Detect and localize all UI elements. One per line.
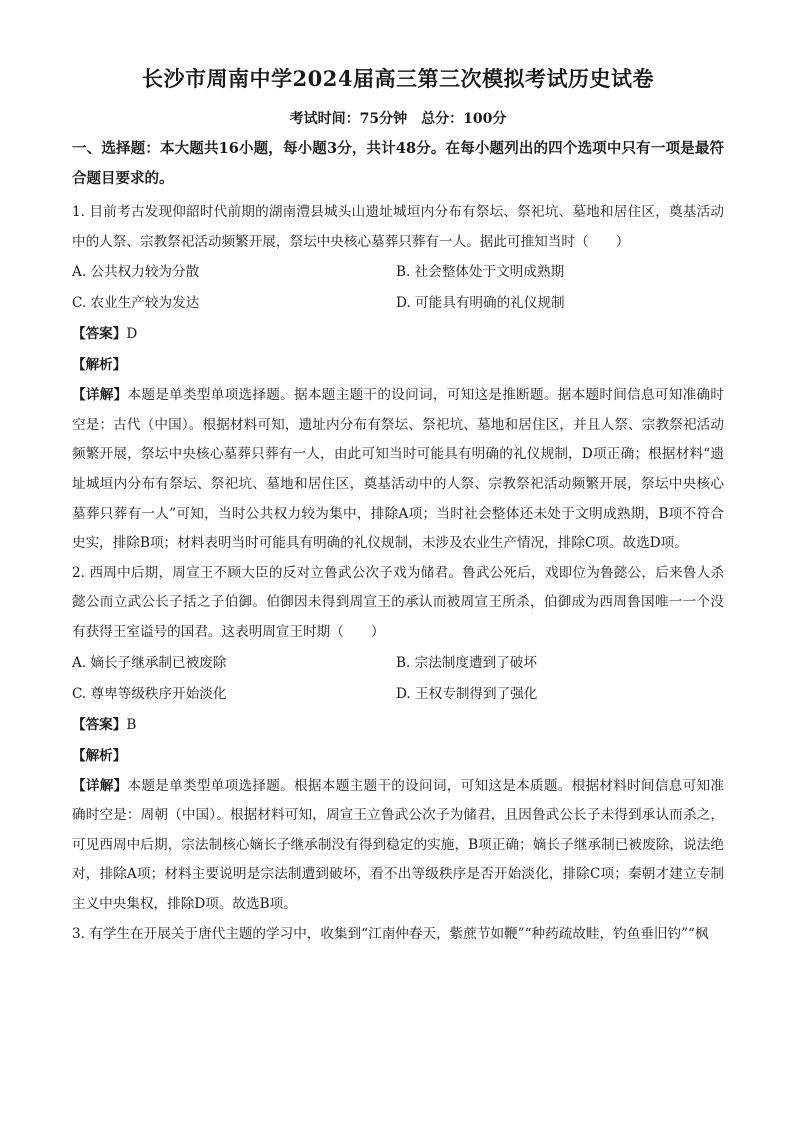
option-b: B. 宗法制度遭到了破坏 <box>396 654 537 671</box>
question-options <box>72 257 724 319</box>
question-options <box>72 648 724 710</box>
option-c: C. 尊卑等级秩序开始淡化 <box>72 685 227 702</box>
question-stem: 1. 目前考古发现仰韶时代前期的湖南澧县城头山遗址城垣内分布有祭坛、祭祀坑、墓地和居住区，奠基活动中的人祭、宗教祭祀活动频繁开展，祭坛中央核心墓葬只葬有一人。据此可推知当时（ ） <box>72 204 724 250</box>
exam-info: 考试时间：75分钟 总分：100分 <box>289 111 507 127</box>
detail-paragraph <box>72 772 724 920</box>
answer-line <box>72 710 724 741</box>
option-c: C. 农业生产较为发达 <box>72 295 200 312</box>
detail-label: 【详解】 <box>72 387 128 404</box>
detail-text: 本题是单类型单项选择题。根据本题主题干的设问词，可知这是本质题。根据材料时间信息可知准确时空是：周朝（中国）。根据材料可知，周宣王立鲁武公次子为储君，且因鲁武公长子未得到承认而杀之，可见西周中后期，宗法制核心嫡长子继承制没有得到稳定的实施，B项正确；嫡长子继承制已被废除，说法绝对，排除A项；材料主要说明是宗法制遭到破坏，看不出等级秩序是否开始淡化，排除C项；秦朝才建立专制主义中央集权，排除D项。故选B项。 <box>72 777 724 912</box>
option-a: A. 嫡长子继承制已被废除 <box>72 654 227 671</box>
answer-label: 【答案】 <box>72 716 127 733</box>
analysis-line <box>72 350 724 381</box>
analysis-line <box>72 741 724 772</box>
question-2 <box>72 559 724 920</box>
answer-label: 【答案】 <box>72 326 127 343</box>
question-1 <box>72 198 724 559</box>
option-a: A. 公共权力较为分散 <box>72 264 200 281</box>
question-stem: 3. 有学生在开展关于唐代主题的学习中，收集到“江南仲春天，紫蔗节如鞭”“种药疏故畦，钓鱼垂旧钓”“枫 <box>72 925 709 942</box>
question-stem: 2. 西周中后期，周宣王不顾大臣的反对立鲁武公次子戏为储君。鲁武公死后，戏即位为鲁懿公，后来鲁人杀懿公而立武公长子括之子伯御。伯御因未得到周宣王的承认而被周宣王所杀，伯御成为西周鲁国唯一一个没有获得王室谥号的国君。这表明周宣王时期（ ） <box>72 564 724 640</box>
option-d: D. 王权专制得到了强化 <box>396 685 538 702</box>
question-3 <box>72 920 724 950</box>
analysis-label: 【解析】 <box>72 357 127 374</box>
detail-text: 本题是单类型单项选择题。据本题主题干的设问词，可知这是推断题。据本题时间信息可知准确时空是：古代（中国）。根据材料可知，遗址内分布有祭坛、祭祀坑、墓地和居住区，并且人祭、宗教祭祀活动频繁开展，祭坛中央核心墓葬只葬有一人，由此可知当时可能具有明确的礼仪规制，D项正确；根据材料“遗址城垣内分布有祭坛、祭祀坑、墓地和居住区，奠基活动中的人祭、宗教祭祀活动频繁开展，祭坛中央核心墓葬只葬有一人”可知，当时公共权力较为集中，排除A项；当时社会整体还未处于文明成熟期，B项不符合史实，排除B项；材料表明当时可能具有明确的礼仪规制，未涉及农业生产情况，排除C项。故选D项。 <box>72 387 724 552</box>
detail-paragraph <box>72 381 724 559</box>
option-d: D. 可能具有明确的礼仪规制 <box>396 295 565 312</box>
detail-label: 【详解】 <box>72 777 128 794</box>
answer-value: D <box>126 326 138 343</box>
analysis-label: 【解析】 <box>72 747 127 764</box>
answer-value: B <box>126 716 137 733</box>
page-title: 长沙市周南中学2024届高三第三次模拟考试历史试卷 <box>142 66 654 91</box>
exam-page <box>72 64 724 949</box>
option-b: B. 社会整体处于文明成熟期 <box>396 264 565 281</box>
answer-line <box>72 319 724 350</box>
section-header: 一、选择题：本大题共16小题，每小题3分，共计48分。在每小题列出的四个选项中只有一项是最符合题目要求的。 <box>72 140 724 187</box>
